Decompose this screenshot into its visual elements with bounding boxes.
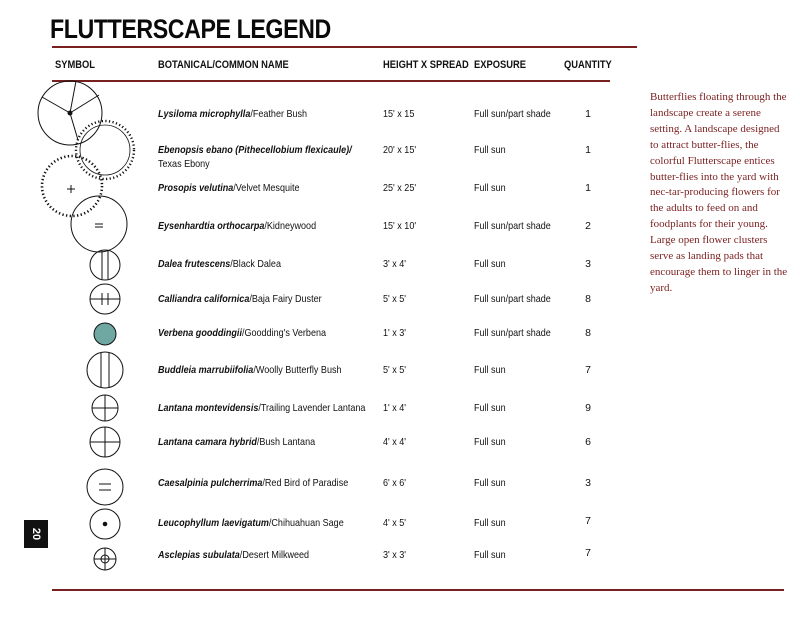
symbol-bird-of-paradise — [87, 469, 123, 505]
row-quantity: 9 — [585, 402, 591, 414]
row-exposure: Full sun — [474, 364, 506, 376]
row-quantity: 7 — [585, 515, 591, 527]
header-name: BOTANICAL/COMMON NAME — [158, 59, 289, 71]
row-size: 25' x 25' — [383, 182, 417, 194]
row-size: 20' x 15' — [383, 144, 417, 156]
row-name: Verbena gooddingii/Goodding's Verbena — [158, 327, 327, 339]
sidebar-paragraph: Butterflies floating through the landscape create a serene setting. A landscape designed to attract butter-flies, the colorful Flutterscape entices butter-flies into the yard with nec-tar-producing flowers for the adults to feed on and foodplants for their young. Large open flower clusters serve as landing pads that encourage them to linger in the yard. — [650, 91, 788, 294]
header-quantity: QUANTITY — [564, 59, 612, 71]
row-quantity: 8 — [585, 293, 591, 305]
row-exposure: Full sun — [474, 436, 506, 448]
row-quantity: 1 — [585, 182, 591, 194]
row-quantity: 1 — [585, 144, 591, 156]
row-quantity: 2 — [585, 220, 591, 232]
header-symbol: SYMBOL — [55, 59, 96, 71]
row-size: 3' x 4' — [383, 258, 407, 270]
row-size: 15' x 10' — [383, 220, 417, 232]
row-name: Ebenopsis ebano (Pithecellobium flexicaule)/ Texas Ebony — [158, 144, 352, 170]
row-exposure: Full sun — [474, 402, 506, 414]
footer-rule — [52, 589, 784, 591]
page-title: FLUTTERSCAPE LEGEND — [50, 14, 331, 44]
symbol-trailing-lantana — [92, 395, 118, 421]
row-size: 5' x 5' — [383, 293, 407, 305]
row-name: Prosopis velutina/Velvet Mesquite — [158, 182, 300, 194]
row-name: Lantana camara hybrid/Bush Lantana — [158, 436, 316, 448]
row-quantity: 7 — [585, 547, 591, 559]
row-size: 4' x 5' — [383, 517, 407, 529]
row-quantity: 6 — [585, 436, 591, 448]
symbol-chihuahuan-sage — [90, 509, 120, 539]
row-name: Leucophyllum laevigatum/Chihuahuan Sage — [158, 517, 344, 529]
row-quantity: 8 — [585, 327, 591, 339]
symbol-feather-bush — [38, 81, 102, 145]
row-size: 6' x 6' — [383, 477, 407, 489]
symbol-texas-ebony — [76, 121, 134, 179]
symbol-velvet-mesquite — [42, 156, 102, 216]
row-size: 15' x 15 — [383, 108, 415, 120]
row-exposure: Full sun/part shade — [474, 220, 551, 232]
row-exposure: Full sun — [474, 549, 506, 561]
row-exposure: Full sun/part shade — [474, 327, 551, 339]
row-quantity: 3 — [585, 477, 591, 489]
row-exposure: Full sun/part shade — [474, 108, 551, 120]
row-exposure: Full sun — [474, 182, 506, 194]
symbol-black-dalea — [90, 250, 120, 280]
row-exposure: Full sun — [474, 517, 506, 529]
symbol-fairy-duster — [90, 284, 120, 314]
row-exposure: Full sun — [474, 477, 506, 489]
header-size: HEIGHT X SPREAD — [383, 59, 469, 71]
symbol-desert-milkweed — [94, 548, 116, 570]
row-exposure: Full sun/part shade — [474, 293, 551, 305]
symbol-verbena — [94, 323, 116, 345]
row-name: Lantana montevidensis/Trailing Lavender Lantana — [158, 402, 366, 414]
row-name: Buddleia marrubiifolia/Woolly Butterfly Bush — [158, 364, 342, 376]
row-name: Calliandra californica/Baja Fairy Duster — [158, 293, 322, 305]
symbol-butterfly-bush — [87, 352, 123, 388]
row-quantity: 7 — [585, 364, 591, 376]
row-exposure: Full sun — [474, 144, 506, 156]
page-number-tab — [24, 520, 48, 548]
symbol-kidneywood — [71, 196, 127, 252]
row-size: 1' x 3' — [383, 327, 407, 339]
row-name: Dalea frutescens/Black Dalea — [158, 258, 281, 270]
symbol-bush-lantana — [90, 427, 120, 457]
row-quantity: 1 — [585, 108, 591, 120]
row-exposure: Full sun — [474, 258, 506, 270]
row-size: 4' x 4' — [383, 436, 407, 448]
row-name: Asclepias subulata/Desert Milkweed — [158, 549, 310, 561]
row-name: Caesalpinia pulcherrima/Red Bird of Paradise — [158, 477, 349, 489]
row-size: 1' x 4' — [383, 402, 407, 414]
row-name: Lysiloma microphylla/Feather Bush — [158, 108, 308, 120]
header-exposure: EXPOSURE — [474, 59, 526, 71]
row-size: 3' x 3' — [383, 549, 407, 561]
page-number: 20 — [30, 527, 42, 541]
row-name: Eysenhardtia orthocarpa/Kidneywood — [158, 220, 317, 232]
row-quantity: 3 — [585, 258, 591, 270]
row-size: 5' x 5' — [383, 364, 407, 376]
